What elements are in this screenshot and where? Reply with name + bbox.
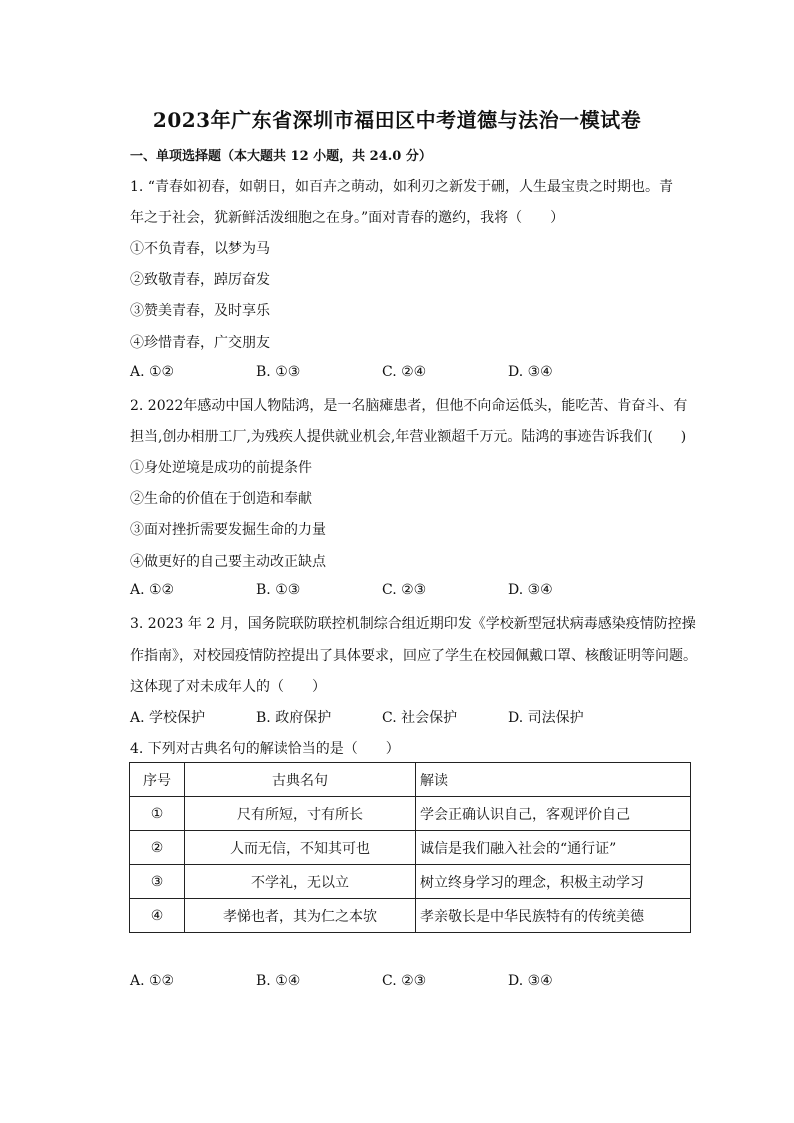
row-interpretation: 树立终身学习的理念，积极主动学习 [416, 865, 691, 899]
q2-stem-line-1: 2. 2022年感动中国人物陆鸿，是一名脑瘫患者，但他不向命运低头，能吃苦、肯奋斗、有 [130, 398, 688, 414]
table-header-row [130, 763, 691, 797]
q3-stem-line-3: 这体现了对未成年人的（ ） [130, 679, 326, 695]
q1-item-4: ④珍惜青春，广交朋友 [130, 335, 270, 351]
row-number: ② [130, 831, 185, 865]
q3-option-b: B. 政府保护 [256, 710, 332, 726]
q2-option-a: A. ①② [130, 582, 175, 598]
q2-option-d: D. ③④ [508, 582, 553, 598]
row-quote: 人而无信，不知其可也 [185, 831, 416, 865]
q1-option-d: D. ③④ [508, 364, 553, 380]
table-row [130, 865, 691, 899]
row-number: ① [130, 797, 185, 831]
header-number: 序号 [130, 763, 185, 797]
q3-option-d: D. 司法保护 [508, 710, 584, 726]
row-number: ④ [130, 899, 185, 933]
q4-option-a: A. ①② [130, 973, 175, 989]
q4-option-b: B. ①④ [256, 973, 301, 989]
header-quote: 古典名句 [185, 763, 416, 797]
q2-stem-line-2: 担当,创办相册工厂,为残疾人提供就业机会,年营业额超千万元。陆鸿的事迹告诉我们( ) [130, 429, 687, 445]
section-heading: 一、单项选择题（本大题共 12 小题，共 24.0 分） [130, 149, 432, 164]
q3-option-a: A. 学校保护 [130, 710, 206, 726]
q4-option-c: C. ②③ [382, 973, 427, 989]
q4-stem: 4. 下列对古典名句的解读恰当的是（ ） [130, 741, 400, 757]
q2-item-4: ④做更好的自己要主动改正缺点 [130, 554, 326, 570]
q1-option-a: A. ①② [130, 364, 175, 380]
q1-option-c: C. ②④ [382, 364, 427, 380]
row-interpretation: 孝亲敬长是中华民族特有的传统美德 [416, 899, 691, 933]
row-quote: 孝悌也者，其为仁之本欤 [185, 899, 416, 933]
q4-option-d: D. ③④ [508, 973, 553, 989]
q1-item-3: ③赞美青春，及时享乐 [130, 303, 270, 319]
row-quote: 不学礼，无以立 [185, 865, 416, 899]
q2-item-3: ③面对挫折需要发掘生命的力量 [130, 522, 326, 538]
q2-item-1: ①身处逆境是成功的前提条件 [130, 460, 312, 476]
q4-table [129, 762, 691, 933]
table-row [130, 899, 691, 933]
q3-stem-line-1: 3. 2023 年 2 月，国务院联防联控机制综合组近期印发《学校新型冠状病毒感染疫情防控操 [130, 616, 696, 632]
q1-item-2: ②致敬青春，踔厉奋发 [130, 272, 270, 288]
q3-option-c: C. 社会保护 [382, 710, 458, 726]
table-row [130, 797, 691, 831]
q2-option-b: B. ①③ [256, 582, 301, 598]
header-interpretation: 解读 [416, 763, 691, 797]
q1-option-b: B. ①③ [256, 364, 301, 380]
row-interpretation: 诚信是我们融入社会的“通行证” [416, 831, 691, 865]
row-number: ③ [130, 865, 185, 899]
q3-stem-line-2: 作指南》，对校园疫情防控提出了具体要求，回应了学生在校园佩戴口罩、核酸证明等问题。 [130, 648, 697, 664]
row-interpretation: 学会正确认识自己，客观评价自己 [416, 797, 691, 831]
q2-item-2: ②生命的价值在于创造和奉献 [130, 491, 312, 507]
row-quote: 尺有所短，寸有所长 [185, 797, 416, 831]
q2-option-c: C. ②③ [382, 582, 427, 598]
q1-item-1: ①不负青春，以梦为马 [130, 241, 270, 257]
table-row [130, 831, 691, 865]
page-title: 2023年广东省深圳市福田区中考道德与法治一模试卷 [152, 108, 642, 132]
q1-stem-line-1: 1. “青春如初春，如朝日，如百卉之萌动，如利刃之新发于硎，人生最宝贵之时期也。青 [130, 179, 673, 195]
q1-stem-line-2: 年之于社会，犹新鲜活泼细胞之在身。”面对青春的邀约，我将（ ） [130, 210, 565, 226]
